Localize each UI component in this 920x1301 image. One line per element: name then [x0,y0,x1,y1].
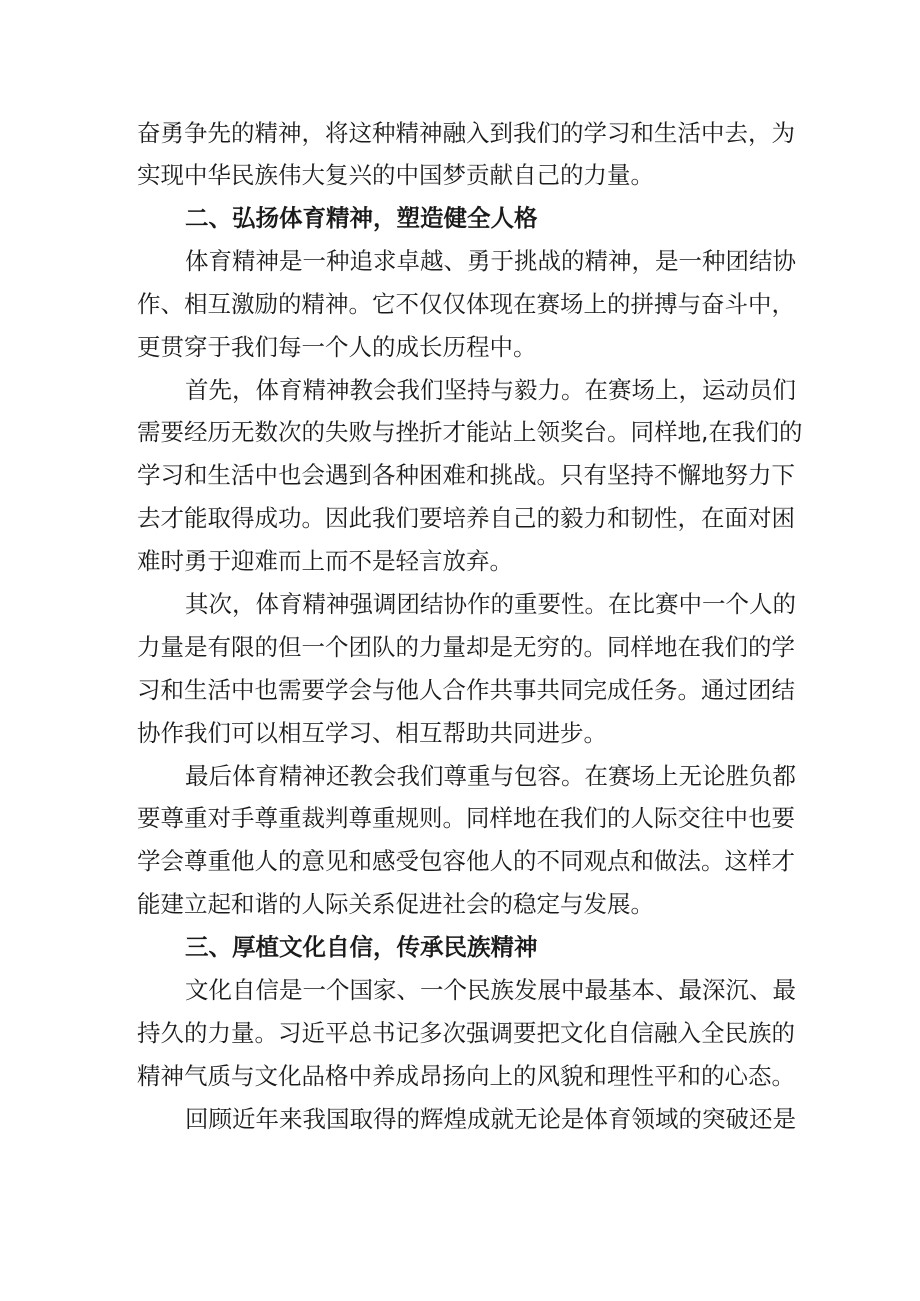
text-line: 更贯穿于我们每一个人的成长历程中。 [137,333,537,361]
text-line: 最后体育精神还教会我们尊重与包容。在赛场上无论胜负都 [185,762,796,790]
section-heading: 三、厚植文化自信，传承民族精神 [185,933,538,961]
text-line: 文化自信是一个国家、一个民族发展中最基本、最深沉、最 [185,976,796,1004]
text-line: 学习和生活中也会遇到各种困难和挑战。只有坚持不懈地努力下 [137,461,795,489]
text-line: 回顾近年来我国取得的辉煌成就无论是体育领域的突破还是 [185,1105,796,1133]
text-line: 协作我们可以相互学习、相互帮助共同进步。 [137,719,607,747]
text-line: 去才能取得成功。因此我们要培养自己的毅力和韧性，在面对困 [137,504,795,532]
text-line: 习和生活中也需要学会与他人合作共事共同完成任务。通过团结 [137,676,795,704]
text-line: 需要经历无数次的失败与挫折才能站上领奖台。同样地,在我们的 [137,418,803,446]
text-line: 首先，体育精神教会我们坚持与毅力。在赛场上，运动员们 [185,376,796,404]
text-line: 学会尊重他人的意见和感受包容他人的不同观点和做法。这样才 [137,847,795,875]
text-line: 力量是有限的但一个团队的力量却是无穷的。同样地在我们的学 [137,633,795,661]
text-line: 难时勇于迎难而上而不是轻言放弃。 [137,547,513,575]
text-line: 其次，体育精神强调团结协作的重要性。在比赛中一个人的 [185,590,796,618]
text-line: 要尊重对手尊重裁判尊重规则。同样地在我们的人际交往中也要 [137,804,795,832]
text-line: 能建立起和谐的人际关系促进社会的稳定与发展。 [137,890,654,918]
text-line: 精神气质与文化品格中养成昂扬向上的风貌和理性平和的心态。 [137,1062,795,1090]
text-line: 持久的力量。习近平总书记多次强调要把文化自信融入全民族的 [137,1019,795,1047]
text-line: 体育精神是一种追求卓越、勇于挑战的精神，是一种团结协 [185,247,796,275]
text-line: 作、相互激励的精神。它不仅仅体现在赛场上的拼搏与奋斗中， [137,290,795,318]
text-line: 实现中华民族伟大复兴的中国梦贡献自己的力量。 [137,161,654,189]
section-heading: 二、弘扬体育精神，塑造健全人格 [185,204,538,232]
text-line: 奋勇争先的精神，将这种精神融入到我们的学习和生活中去，为 [137,119,795,147]
